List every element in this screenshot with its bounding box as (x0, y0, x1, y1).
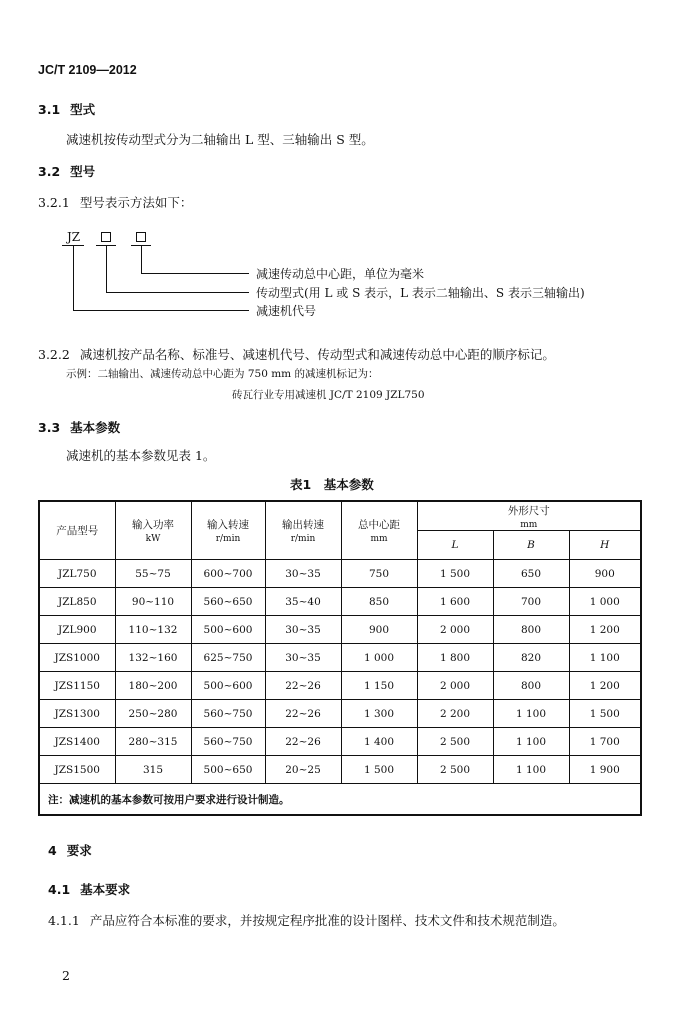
cell-power: 132~160 (115, 644, 191, 672)
cell-dim-b: 1 100 (493, 728, 569, 756)
page-number: 2 (62, 968, 70, 983)
cell-model: JZL850 (39, 588, 115, 616)
paragraph-text: 减速机按产品名称、标准号、减速机代号、传动型式和减速传动总中心距的顺序标记。 (79, 347, 555, 362)
section-4-heading (48, 841, 92, 859)
placeholder-box-type (101, 232, 111, 242)
header-model: 产品型号 (39, 501, 115, 560)
cell-power: 55~75 (115, 560, 191, 588)
cell-model: JZL750 (39, 560, 115, 588)
table-row (39, 700, 641, 728)
cell-power: 110~132 (115, 616, 191, 644)
cell-dim-l: 2 000 (417, 672, 493, 700)
cell-center-distance: 1 400 (341, 728, 417, 756)
section-number: 3.2 (38, 164, 61, 179)
cell-dim-l: 2 500 (417, 728, 493, 756)
cell-center-distance: 750 (341, 560, 417, 588)
cell-center-distance: 1 500 (341, 756, 417, 784)
header-dimensions: 外形尺寸 mm (417, 501, 641, 531)
section-3-2-heading (38, 162, 95, 180)
cell-dim-b: 800 (493, 672, 569, 700)
cell-input-speed: 500~600 (191, 672, 265, 700)
table-row (39, 616, 641, 644)
cell-dim-l: 2 000 (417, 616, 493, 644)
cell-center-distance: 1 000 (341, 644, 417, 672)
cell-output-speed: 22~26 (265, 728, 341, 756)
cell-dim-h: 900 (569, 560, 641, 588)
cell-dim-b: 820 (493, 644, 569, 672)
cell-dim-h: 1 100 (569, 644, 641, 672)
leader-vertical-prefix (73, 245, 74, 311)
paragraph-text: 型号表示方法如下： (79, 195, 193, 210)
cell-model: JZS1400 (39, 728, 115, 756)
cell-dim-h: 1 200 (569, 616, 641, 644)
cell-dim-l: 1 600 (417, 588, 493, 616)
model-prefix: JZ (67, 230, 81, 244)
cell-center-distance: 1 300 (341, 700, 417, 728)
leader-horizontal-type (106, 292, 249, 293)
cell-output-speed: 30~35 (265, 560, 341, 588)
cell-input-speed: 625~750 (191, 644, 265, 672)
section-3-3-heading (38, 418, 120, 436)
section-number: 3.3 (38, 420, 61, 435)
cell-output-speed: 30~35 (265, 644, 341, 672)
cell-input-speed: 560~650 (191, 588, 265, 616)
paragraph-text: 产品应符合本标准的要求，并按规定程序批准的设计图样、技术文件和技术规范制造。 (89, 913, 565, 928)
cell-dim-h: 1 700 (569, 728, 641, 756)
cell-dim-l: 2 500 (417, 756, 493, 784)
cell-output-speed: 30~35 (265, 616, 341, 644)
label-center-distance: 减速传动总中心距，单位为毫米 (256, 267, 425, 281)
cell-power: 250~280 (115, 700, 191, 728)
cell-input-speed: 500~650 (191, 756, 265, 784)
cell-dim-b: 700 (493, 588, 569, 616)
section-number: 4.1 (48, 882, 71, 897)
cell-output-speed: 22~26 (265, 672, 341, 700)
cell-input-speed: 560~750 (191, 728, 265, 756)
table-row (39, 588, 641, 616)
cell-dim-b: 1 100 (493, 700, 569, 728)
section-3-1-heading (38, 100, 95, 118)
cell-dim-l: 1 500 (417, 560, 493, 588)
cell-output-speed: 22~26 (265, 700, 341, 728)
basic-parameters-table (38, 500, 642, 816)
standard-code-header: JC/T 2109—2012 (38, 63, 137, 77)
cell-dim-h: 1 900 (569, 756, 641, 784)
header-dim-h: H (569, 531, 641, 560)
table-row (39, 560, 641, 588)
cell-power: 315 (115, 756, 191, 784)
table-row (39, 672, 641, 700)
section-title: 型号 (70, 164, 96, 179)
section-4-1-1-text (48, 911, 565, 929)
leader-horizontal-prefix (73, 310, 249, 311)
cell-power: 280~315 (115, 728, 191, 756)
example-text: 示例：二轴输出、减速传动总中心距为 750 mm 的减速机标记为： (66, 368, 379, 380)
section-number: 3.2.2 (38, 347, 70, 362)
leader-vertical-type (106, 245, 107, 293)
cell-model: JZS1500 (39, 756, 115, 784)
cell-model: JZS1000 (39, 644, 115, 672)
cell-dim-h: 1 000 (569, 588, 641, 616)
cell-power: 180~200 (115, 672, 191, 700)
header-dim-b: B (493, 531, 569, 560)
section-number: 3.2.1 (38, 195, 70, 210)
header-input-speed: 输入转速 r/min (191, 501, 265, 560)
cell-dim-b: 800 (493, 616, 569, 644)
section-number: 4 (48, 843, 57, 858)
cell-dim-b: 1 100 (493, 756, 569, 784)
cell-output-speed: 35~40 (265, 588, 341, 616)
header-power: 输入功率 kW (115, 501, 191, 560)
cell-output-speed: 20~25 (265, 756, 341, 784)
section-3-3-text: 减速机的基本参数见表 1。 (66, 448, 216, 463)
section-title: 基本参数 (70, 420, 121, 435)
header-dim-l: L (417, 531, 493, 560)
cell-model: JZS1150 (39, 672, 115, 700)
leader-vertical-center (141, 245, 142, 273)
cell-input-speed: 600~700 (191, 560, 265, 588)
cell-center-distance: 850 (341, 588, 417, 616)
leader-horizontal-center (141, 273, 249, 274)
placeholder-box-center-distance (136, 232, 146, 242)
cell-dim-b: 650 (493, 560, 569, 588)
section-number: 3.1 (38, 102, 61, 117)
section-title: 要求 (66, 843, 92, 858)
cell-center-distance: 900 (341, 616, 417, 644)
header-output-speed: 输出转速 r/min (265, 501, 341, 560)
model-notation-diagram (60, 230, 620, 325)
section-3-2-1-text (38, 193, 192, 211)
cell-input-speed: 560~750 (191, 700, 265, 728)
example-marking: 砖瓦行业专用减速机 JC/T 2109 JZL750 (232, 389, 425, 401)
cell-dim-l: 2 200 (417, 700, 493, 728)
section-4-1-heading (48, 880, 130, 898)
cell-model: JZL900 (39, 616, 115, 644)
label-reducer-code: 减速机代号 (256, 304, 317, 318)
cell-power: 90~110 (115, 588, 191, 616)
section-title: 型式 (70, 102, 96, 117)
section-number: 4.1.1 (48, 913, 80, 928)
cell-input-speed: 500~600 (191, 616, 265, 644)
cell-center-distance: 1 150 (341, 672, 417, 700)
label-transmission-type: 传动型式(用 L 或 S 表示，L 表示二轴输出、S 表示三轴输出) (256, 286, 585, 300)
cell-dim-l: 1 800 (417, 644, 493, 672)
table-row (39, 756, 641, 784)
section-3-1-text: 减速机按传动型式分为二轴输出 L 型、三轴输出 S 型。 (66, 132, 374, 147)
table-row (39, 728, 641, 756)
cell-model: JZS1300 (39, 700, 115, 728)
table-row (39, 644, 641, 672)
table-caption: 表1 基本参数 (290, 477, 374, 492)
cell-dim-h: 1 500 (569, 700, 641, 728)
section-3-2-2-text (38, 345, 555, 363)
cell-dim-h: 1 200 (569, 672, 641, 700)
table-note: 注：减速机的基本参数可按用户要求进行设计制造。 (39, 784, 641, 816)
section-title: 基本要求 (80, 882, 131, 897)
header-center-distance: 总中心距 mm (341, 501, 417, 560)
